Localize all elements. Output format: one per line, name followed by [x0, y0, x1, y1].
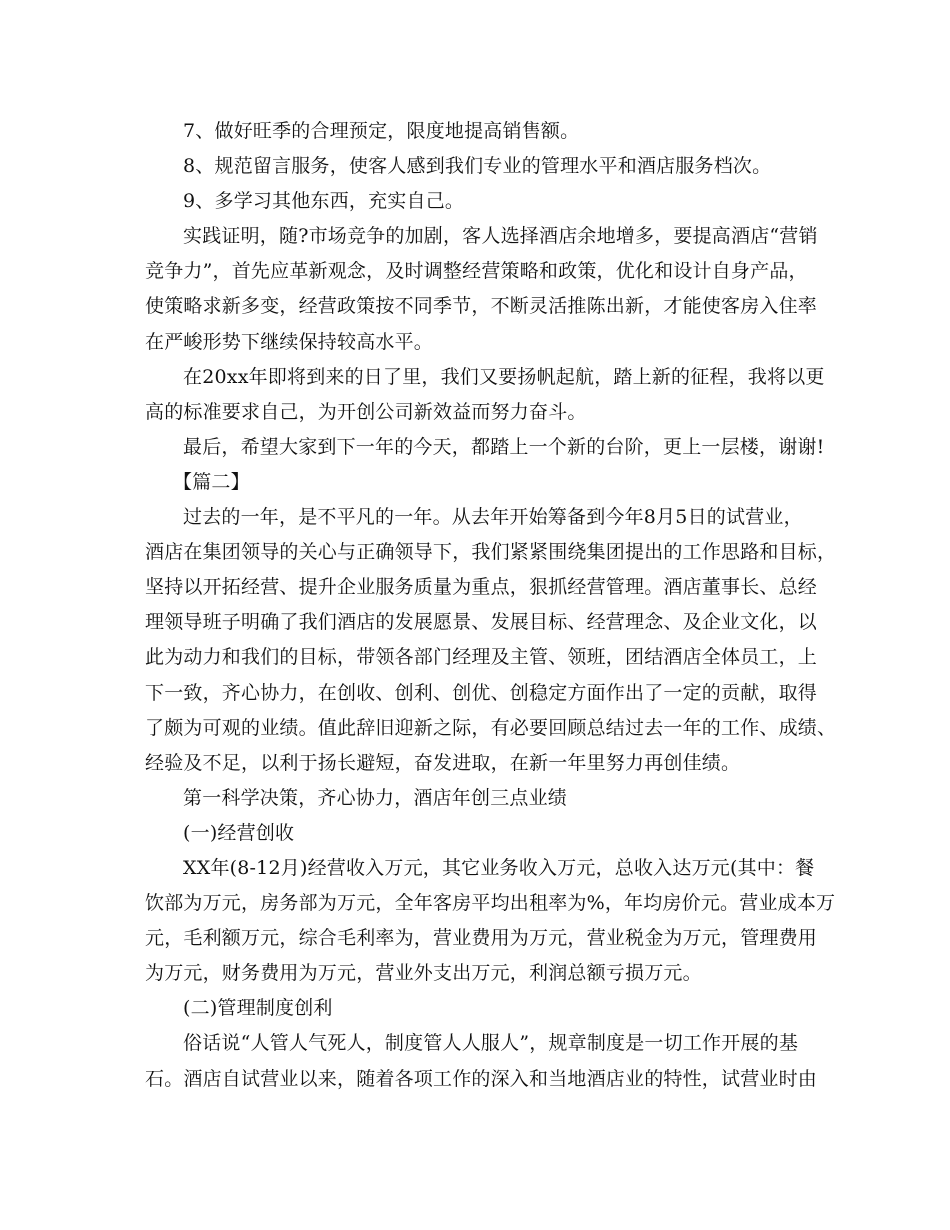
text-line: 为万元，财务费用为万元，营业外支出万元，利润总额亏损万元。	[145, 962, 702, 985]
document-page	[145, 114, 837, 1097]
text-line: 最后，希望大家到下一年的今天，都踏上一个新的台阶，更上一层楼，谢谢!	[183, 435, 825, 458]
text-line: 饮部为万元，房务部为万元，全年客房平均出租率为%，年均房价元。营业成本万	[145, 892, 836, 915]
text-line: 使策略求新多变，经营政策按不同季节，不断灵活推陈出新，才能使客房入住率	[145, 295, 818, 318]
text-line: 7、做好旺季的合理预定，限度地提高销售额。	[183, 120, 580, 142]
text-line: (一)经营创收	[183, 821, 295, 844]
text-line: 在严峻形势下继续保持较高水平。	[145, 330, 434, 353]
text-line: 元，毛利额万元，综合毛利率为，营业费用为万元，营业税金为万元，管理费用	[145, 927, 818, 950]
text-line: 了颇为可观的业绩。值此辞旧迎新之际，有必要回顾总结过去一年的工作、成绩、	[145, 716, 837, 739]
text-line: 竞争力”，首先应革新观念，及时调整经营策略和政策，优化和设计自身产品，	[145, 260, 808, 283]
text-line: (二)管理制度创利	[183, 997, 333, 1020]
text-line: 坚持以开拓经营、提升企业服务质量为重点，狠抓经营管理。酒店董事长、总经	[145, 576, 818, 599]
text-line: XX年(8-12月)经营收入万元，其它业务收入万元，总收入达万元(其中：餐	[183, 856, 815, 879]
text-line: 第一科学决策，齐心协力，酒店年创三点业绩	[183, 786, 568, 809]
text-line: 高的标准要求自己，为开创公司新效益而努力奋斗。	[145, 400, 587, 423]
text-line: 理领导班子明确了我们酒店的发展愿景、发展目标、经营理念、及企业文化，以	[145, 611, 818, 634]
text-line: 经验及不足，以利于扬长避短，奋发进取，在新一年里努力再创佳绩。	[145, 751, 741, 774]
text-line: 此为动力和我们的目标，带领各部门经理及主管、领班，团结酒店全体员工，上	[145, 646, 818, 669]
text-line: 9、多学习其他东西，充实自己。	[183, 190, 465, 213]
text-line: 过去的一年，是不平凡的一年。从去年开始筹备到今年8月5日的试营业，	[183, 506, 803, 529]
text-line: 8、规范留言服务，使客人感到我们专业的管理水平和酒店服务档次。	[183, 155, 772, 178]
text-line: 俗话说“人管人气死人，制度管人人服人”，规章制度是一切工作开展的基	[183, 1032, 799, 1055]
text-line: 酒店在集团领导的关心与正确领导下，我们紧紧围绕集团提出的工作思路和目标，	[145, 541, 837, 564]
text-line: 下一致，齐心协力，在创收、创利、创优、创稳定方面作出了一定的贡献，取得	[145, 681, 818, 704]
section-heading: 【篇二】	[173, 470, 250, 493]
text-line: 在20xx年即将到来的日了里，我们又要扬帆起航，踏上新的征程，我将以更	[183, 365, 825, 388]
text-line: 石。酒店自试营业以来，随着各项工作的深入和当地酒店业的特性，试营业时由	[145, 1067, 818, 1090]
text-line: 实践证明，随?市场竞争的加剧，客人选择酒店余地增多，要提高酒店“营销	[183, 225, 818, 248]
